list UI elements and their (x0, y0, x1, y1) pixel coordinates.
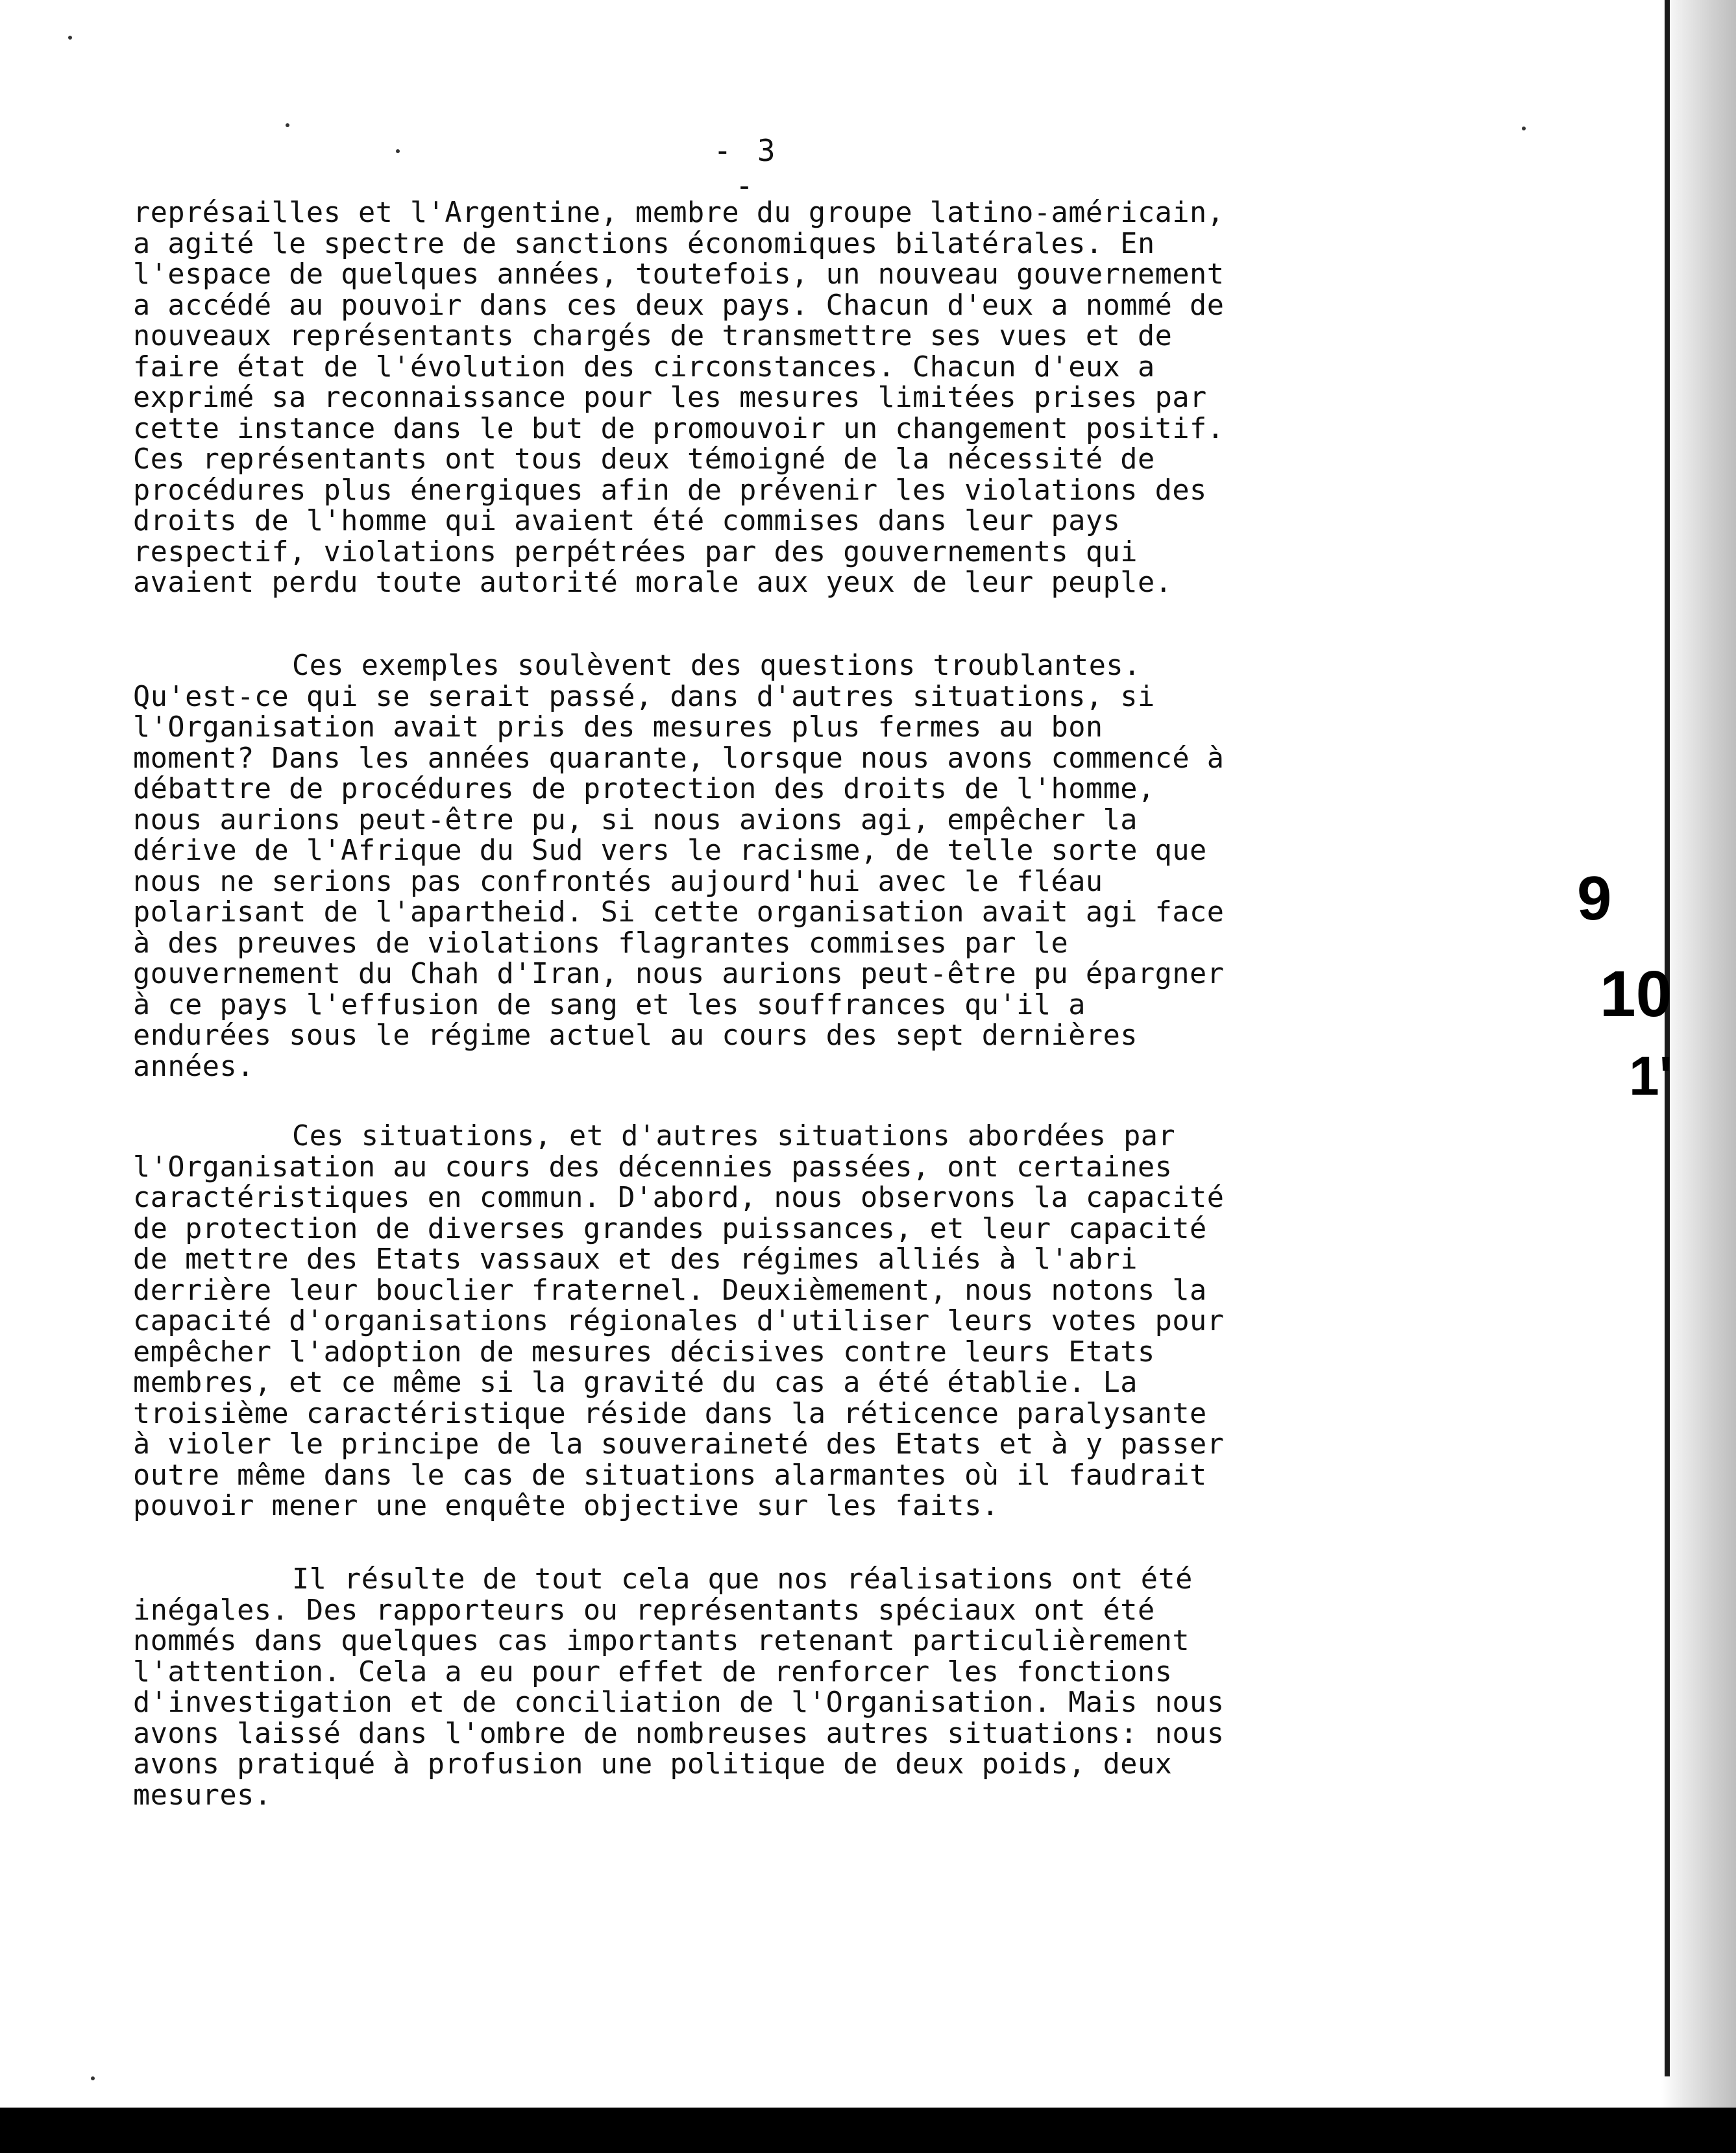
text-line: exprimé sa reconnaissance pour les mesures limitées prises par (133, 382, 1207, 414)
text-line: inégales. Des rapporteurs ou représentants spéciaux ont été (133, 1594, 1155, 1627)
scan-speck (286, 123, 289, 127)
scan-speck (396, 149, 400, 153)
text-line: avons pratiqué à profusion une politique de deux poids, deux (133, 1748, 1173, 1781)
edge-tab-label: 1' (1629, 1045, 1672, 1106)
text-line: à des preuves de violations flagrantes commises par le (133, 927, 1069, 960)
scanned-page-edge (1661, 0, 1736, 2153)
text-line: derrière leur bouclier fraternel. Deuxièmement, nous notons la (133, 1274, 1207, 1307)
text-line: procédures plus énergiques afin de prévenir les violations des (133, 474, 1207, 507)
edge-tab-label: 9 (1577, 864, 1612, 933)
text-line: membres, et ce même si la gravité du cas a été établie. La (133, 1367, 1138, 1399)
text-line: débattre de procédures de protection des droits de l'homme, (133, 773, 1155, 805)
text-line: l'attention. Cela a eu pour effet de renforcer les fonctions (133, 1655, 1173, 1688)
text-line: empêcher l'adoption de mesures décisives contre leurs Etats (133, 1335, 1155, 1368)
text-line: Ces exemples soulèvent des questions troublantes. (292, 650, 1141, 682)
text-line: avaient perdu toute autorité morale aux yeux de leur peuple. (133, 566, 1173, 599)
text-line: faire état de l'évolution des circonstances. Chacun d'eux a (133, 350, 1155, 383)
text-line: nous ne serions pas confrontés aujourd'hui avec le fléau (133, 865, 1103, 898)
text-line: a agité le spectre de sanctions économiques bilatérales. En (133, 227, 1155, 260)
text-line: nommés dans quelques cas importants retenant particulièrement (133, 1625, 1190, 1657)
paragraph-2 (133, 651, 1321, 1082)
text-line: l'Organisation au cours des décennies passées, ont certaines (133, 1150, 1173, 1184)
text-line: l'Organisation avait pris des mesures plus fermes au bon (133, 711, 1103, 744)
text-line: outre même dans le cas de situations alarmantes où il faudrait (133, 1459, 1207, 1492)
text-line: de protection de diverses grandes puissances, et leur capacité (133, 1212, 1207, 1245)
text-line: droits de l'homme qui avaient été commises dans leur pays (133, 505, 1121, 537)
text-line: Ces situations, et d'autres situations abordées par (292, 1120, 1176, 1152)
text-line: dérive de l'Afrique du Sud vers le racisme, de telle sorte que (133, 834, 1207, 867)
text-line: polarisant de l'apartheid. Si cette organisation avait agi face (133, 896, 1225, 929)
text-line: de mettre des Etats vassaux et des régimes alliés à l'abri (133, 1243, 1138, 1276)
text-line: caractéristiques en commun. D'abord, nous observons la capacité (133, 1182, 1225, 1214)
text-line: respectif, violations perpétrées par des gouvernements qui (133, 535, 1138, 568)
paragraph-1 (133, 198, 1321, 599)
paragraph-3 (133, 1121, 1321, 1522)
page-number: - 3 - (713, 133, 779, 203)
text-line: avons laissé dans l'ombre de nombreuses autres situations: nous (133, 1717, 1225, 1750)
text-line: capacité d'organisations régionales d'utiliser leurs votes pour (133, 1305, 1225, 1337)
paragraph-4 (133, 1564, 1321, 1811)
edge-tab-label: 10 (1600, 958, 1672, 1030)
scan-speck (91, 2076, 95, 2080)
text-line: Ces représentants ont tous deux témoigné de la nécessité de (133, 443, 1155, 476)
binder-edge-line (1665, 0, 1670, 2076)
text-line: d'investigation et de conciliation de l'Organisation. Mais nous (133, 1686, 1225, 1719)
text-line: a accédé au pouvoir dans ces deux pays. Chacun d'eux a nommé de (133, 289, 1225, 322)
text-line: gouvernement du Chah d'Iran, nous aurions peut-être pu épargner (133, 958, 1225, 990)
text-line: moment? Dans les années quarante, lorsque nous avons commencé à (133, 742, 1225, 775)
text-line: troisième caractéristique réside dans la réticence paralysante (133, 1397, 1207, 1430)
text-line: à violer le principe de la souveraineté des Etats et à y passer (133, 1428, 1225, 1461)
text-line: endurées sous le régime actuel au cours des sept dernières (133, 1019, 1138, 1052)
text-line: nous aurions peut-être pu, si nous avions agi, empêcher la (133, 803, 1138, 836)
text-line: cette instance dans le but de promouvoir un changement positif. (133, 412, 1225, 445)
scan-bottom-border (0, 2108, 1736, 2153)
text-line: mesures. (133, 1779, 272, 1812)
scan-speck (1522, 127, 1526, 130)
text-line: pouvoir mener une enquête objective sur les faits. (133, 1490, 999, 1522)
text-line: à ce pays l'effusion de sang et les souffrances qu'il a (133, 988, 1086, 1021)
scan-speck (68, 36, 72, 40)
text-line: Il résulte de tout cela que nos réalisations ont été (292, 1563, 1193, 1596)
text-line: années. (133, 1050, 254, 1083)
text-line: nouveaux représentants chargés de transmettre ses vues et de (133, 320, 1173, 352)
text-line: Qu'est-ce qui se serait passé, dans d'autres situations, si (133, 680, 1155, 713)
text-line: représailles et l'Argentine, membre du groupe latino-américain, (133, 197, 1225, 229)
text-line: l'espace de quelques années, toutefois, un nouveau gouvernement (133, 258, 1225, 291)
